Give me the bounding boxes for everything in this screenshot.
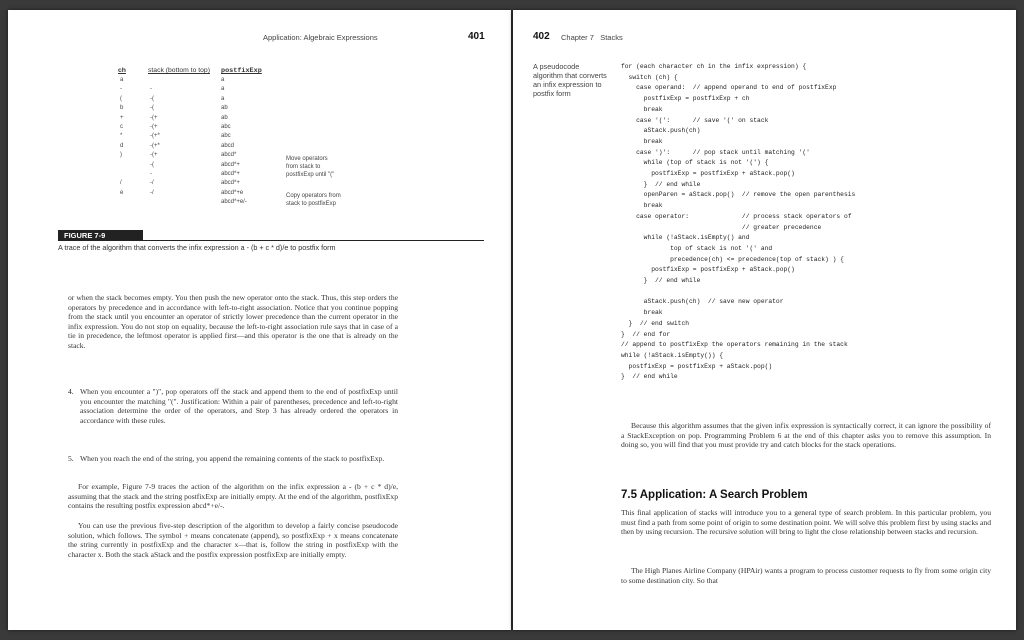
trace-cell: abcd (221, 142, 235, 149)
trace-cell: -( (150, 95, 154, 102)
trace-cell: abc (221, 133, 231, 140)
code-line: precedence(ch) <= precedence(top of stack) ) { (621, 255, 844, 263)
figure-caption: A trace of the algorithm that converts the infix expression a - (b + c * d)/e to postfix form (58, 243, 336, 252)
figure-rule (143, 240, 484, 241)
trace-cell: - (150, 171, 152, 177)
code-line: // greater precedence (621, 223, 822, 231)
trace-cell: d (120, 142, 124, 149)
page-number: 401 (468, 31, 485, 42)
code-line: } // end for (621, 330, 671, 338)
trace-header-postfix: postfixExp (221, 67, 262, 75)
running-head: Chapter 7 Stacks (561, 33, 623, 42)
code-line: switch (ch) { (621, 73, 678, 81)
code-line: while (!aStack.isEmpty() and (621, 234, 750, 242)
list-number: 4. (68, 387, 74, 396)
margin-note: A pseudocode algorithm that converts an infix expression to postfix form (533, 62, 607, 98)
code-line: case operator: // process stack operators of (621, 212, 852, 220)
trace-cell: -(+* (150, 142, 160, 149)
code-line: postfixExp = postfixExp + aStack.pop() (621, 170, 795, 177)
code-line: break (621, 105, 663, 113)
trace-note-copy: Copy operators from stack to postfixExp (286, 193, 341, 207)
trace-cell: * (120, 133, 123, 140)
trace-cell: -(+ (150, 152, 158, 159)
paragraph: Because this algorithm assumes that the given infix expression is syntactically correct, it can ignore the possibility of a StackException on pop. Programming Problem 6 at the end of this chapter asks you to remove this assumption. In doing so, you will find that you must provide try and catch blocks for the stack operations. (621, 421, 991, 450)
code-line: postfixExp = postfixExp + aStack.pop() (621, 266, 795, 274)
code-line: break (621, 202, 663, 210)
trace-cell: c (120, 124, 123, 130)
trace-cell: / (120, 180, 122, 187)
trace-cell: -/ (150, 180, 154, 187)
list-item: When you reach the end of the string, you append the remaining contents of the stack to postfixExp. (80, 454, 385, 463)
page-number: 402 (533, 31, 550, 42)
trace-cell: -( (150, 105, 154, 112)
trace-cell: abcd*+e/- (221, 199, 247, 206)
code-line: postfixExp = postfixExp + aStack.pop() (621, 362, 773, 370)
code-line: while (top of stack is not '(') { (621, 159, 769, 167)
trace-cell: e (120, 189, 124, 196)
trace-cell: ) (120, 152, 122, 159)
trace-note-move: Move operators from stack to postfixExp until "(" (286, 156, 335, 178)
trace-cell: a (221, 77, 225, 83)
code-line: } // end while (621, 373, 678, 381)
trace-cell: ab (221, 105, 228, 112)
list-number: 5. (68, 454, 74, 463)
code-line: case ')': // pop stack until matching '(' (621, 148, 810, 156)
trace-header-ch: ch (118, 67, 126, 74)
paragraph: or when the stack becomes empty. You then push the new operator onto the stack. Thus, this step orders the operators by precedence and in accordance with left-to-right association. Notice that you continue popping from the stack until you encounter an operator of strictly lower precedence than the current operator in the infix expression. You do not stop on equality, because the left-to-right association rule says that in case of a tie in precedence, the leftmost operator is applied first—and this operator is the one that is already on the stack. (68, 293, 398, 350)
trace-cell: -( (150, 161, 154, 168)
trace-cell: -(+ (150, 114, 158, 121)
code-line: } // end while (621, 277, 701, 284)
trace-cell: abcd* (221, 152, 237, 159)
code-line: // append to postfixExp the operators remaining in the stack (621, 341, 848, 349)
code-line: postfixExp = postfixExp + ch (621, 95, 750, 103)
code-line: for (each character ch in the infix expression) { (621, 63, 807, 70)
list-item: When you encounter a ")", pop operators off the stack and append them to the end of postfixExp until you encounter the matching "(". Justification: Within a pair of parentheses, precedence and left-to-right association determine the order of the operators, and Step 3 has already ordered the operators in accordance with these rules. (80, 387, 398, 425)
trace-cell: -(+* (150, 133, 160, 140)
trace-cell: ab (221, 114, 228, 121)
code-line: aStack.push(ch) // save new operator (621, 298, 784, 306)
code-line: } // end switch (621, 319, 690, 327)
trace-cell: abcd*+ (221, 180, 240, 187)
trace-header-stack: stack (bottom to top) (148, 67, 210, 74)
code-line: while (!aStack.isEmpty()) { (621, 351, 724, 359)
trace-cell: a (221, 95, 225, 102)
paragraph: This final application of stacks will introduce you to a general type of search problem. In this particular problem, you must find a path from some point of origin to some destination point. We will solve this problem first by using stacks and then by using recursion. The recursive solution will bring to light the close relationship between stacks and recursion. (621, 508, 991, 537)
left-page (8, 10, 511, 630)
trace-cell: -/ (150, 189, 154, 196)
code-line: aStack.push(ch) (621, 127, 701, 135)
figure-label: FIGURE 7-9 (58, 230, 143, 241)
trace-cell: b (120, 105, 124, 112)
code-line: break (621, 137, 663, 145)
running-head: Application: Algebraic Expressions (263, 33, 378, 42)
trace-cell: abc (221, 124, 231, 130)
trace-cell: -(+ (150, 124, 158, 130)
trace-cell: a (221, 86, 225, 93)
code-line: top of stack is not '(' and (621, 244, 773, 252)
trace-cell: a (120, 77, 124, 83)
paragraph: The High Planes Airline Company (HPAir) wants a program to process customer requests to fly from some origin city to some destination city. So that (621, 566, 991, 585)
code-line: case operand: // append operand to end of postfixExp (621, 84, 837, 92)
code-line: case '(': // save '(' on stack (621, 116, 769, 124)
code-line: } // end while (621, 180, 701, 188)
right-page (513, 10, 1016, 630)
paragraph: For example, Figure 7-9 traces the action of the algorithm on the infix expression a - (b + c * d)/e, assuming that the stack and the string postfixExp are initially empty. At the end of the algorithm, postfixExp contains the resulting postfix expression abcd*+e/-. (68, 482, 398, 511)
trace-cell: abcd*+ (221, 161, 240, 168)
trace-cell: - (150, 86, 152, 93)
section-heading: 7.5 Application: A Search Problem (621, 489, 808, 501)
trace-cell: + (120, 114, 124, 121)
trace-cell: abcd*+ (221, 171, 240, 177)
trace-cell: abcd*+e (221, 189, 244, 196)
code-line: break (621, 309, 663, 317)
paragraph: You can use the previous five-step description of the algorithm to develop a fairly concise pseudocode solution, which follows. The symbol + means concatenate (append), so postfixExp + x means concatenate the string currently in postfixExp and the character x—that is, follow the string in postfixExp with the character x. Both the stack aStack and the postfix expression postfixExp are initially empty. (68, 521, 398, 559)
code-line: openParen = aStack.pop() // remove the open parenthesis (621, 191, 856, 199)
trace-cell: - (120, 86, 122, 93)
trace-cell: ( (120, 95, 122, 102)
